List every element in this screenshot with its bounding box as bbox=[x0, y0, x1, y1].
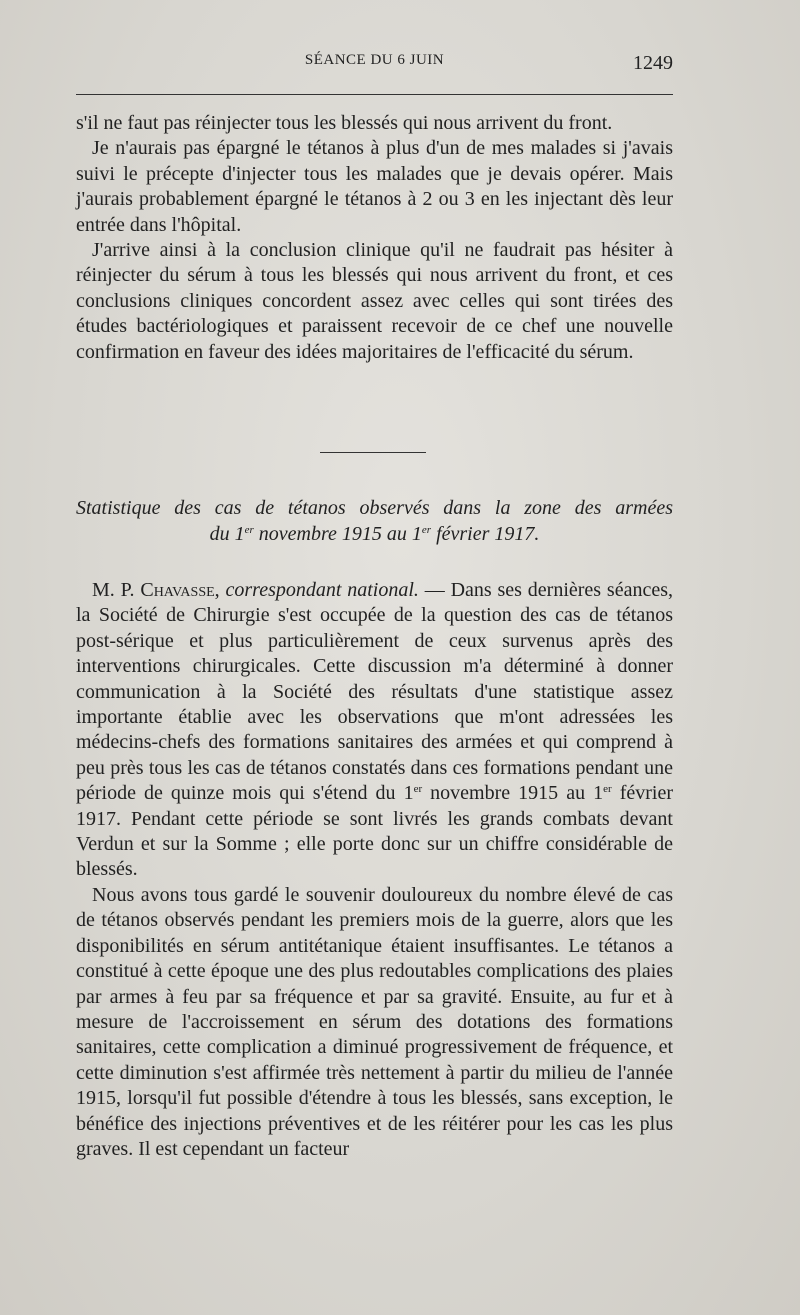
title-text: novembre 1915 au 1 bbox=[253, 523, 422, 545]
section-separator bbox=[320, 452, 426, 453]
header-rule bbox=[76, 94, 673, 95]
separator-text: , bbox=[214, 579, 226, 601]
running-head bbox=[76, 52, 673, 78]
paragraph: Je n'aurais pas épargné le tétanos à plus d'un de mes malades si j'avais suivi le précepte d'injecter tous les malades que je devais opérer. Mais j'aurais probablement épargné le tétanos à 2 ou 3 en les injectant dès leur entrée dans l'hôpital. bbox=[76, 137, 673, 236]
author-paragraph bbox=[76, 578, 673, 883]
author-prefix: M. P. bbox=[92, 579, 141, 601]
section-title-line-2 bbox=[76, 521, 673, 547]
author-role: correspondant national. bbox=[225, 579, 419, 601]
paragraph-continued: s'il ne faut pas réinjecter tous les blessés qui nous arrivent du front. bbox=[76, 112, 613, 134]
author-name: Chavasse bbox=[140, 579, 215, 601]
title-text: du 1 bbox=[209, 523, 245, 545]
running-title: SÉANCE DU 6 JUIN bbox=[304, 52, 445, 68]
text-block-bottom bbox=[76, 578, 673, 1162]
section-title-line-1: Statistique des cas de tétanos observés dans la zone des armées bbox=[76, 497, 673, 519]
ordinal-superscript: er bbox=[413, 783, 423, 796]
section-title bbox=[76, 495, 673, 547]
paragraph-text: février 1917. Pendant cette période se sont livrés les grands combats devant Verdun et sur la Somme ; elle porte donc sur un chiffre considérable de blessés. bbox=[76, 782, 673, 881]
paragraph: Nous avons tous gardé le souvenir douloureux du nombre élevé de cas de tétanos observés pendant les premiers mois de la guerre, alors que les disponibilités en sérum antitétanique étaient insuffisantes. Le tétanos a constitué à cette époque une des plus redoutables complications des plaies par armes à feu par sa fréquence et par sa gravité. Ensuite, au fur et à mesure de l'accroissement en sérum des dotations des formations sanitaires, cette complication a diminué progressivement de fréquence, et cette diminution s'est affirmée très nettement à partir du milieu de l'année 1915, lorsqu'il fut possible d'étendre à tous les blessés, sans exception, le bénéfice des injections préventives et de les réitérer pour les cas les plus graves. Il est cependant un facteur bbox=[76, 883, 673, 1160]
title-text: février 1917. bbox=[431, 523, 540, 545]
paragraph: J'arrive ainsi à la conclusion clinique qu'il ne faudrait pas hésiter à réinjecter du sérum à tous les blessés qui nous arrivent du front, et ces conclusions cliniques concordent assez avec celles qui sont tirées des études bactériologiques et paraissent recevoir de ce chef une nouvelle confirmation en faveur des idées majoritaires de l'efficacité du sérum. bbox=[76, 239, 673, 363]
ordinal-superscript: er bbox=[421, 524, 432, 536]
text-block-top bbox=[76, 111, 673, 365]
ordinal-superscript: er bbox=[244, 524, 254, 536]
ordinal-superscript: er bbox=[603, 783, 612, 796]
page-number: 1249 bbox=[633, 52, 673, 74]
paragraph-text: novembre 1915 au 1 bbox=[422, 782, 604, 805]
paragraph-text: — Dans ses dernières séances, la Société de Chirurgie s'est occupée de la question des cas de tétanos post-sérique et plus particulièrement de ceux survenus après des interventions chirurgicales. Cette discussion m'a déterminé à donner communication à la Société des résultats d'une statistique assez importante établie avec les observations que m'ont adressées les médecins-chefs des formations sanitaires des armées et qui comprend à peu près tous les cas de tétanos constatés dans ces formations pendant une période de quinze mois qui s'étend du 1 bbox=[76, 579, 673, 805]
